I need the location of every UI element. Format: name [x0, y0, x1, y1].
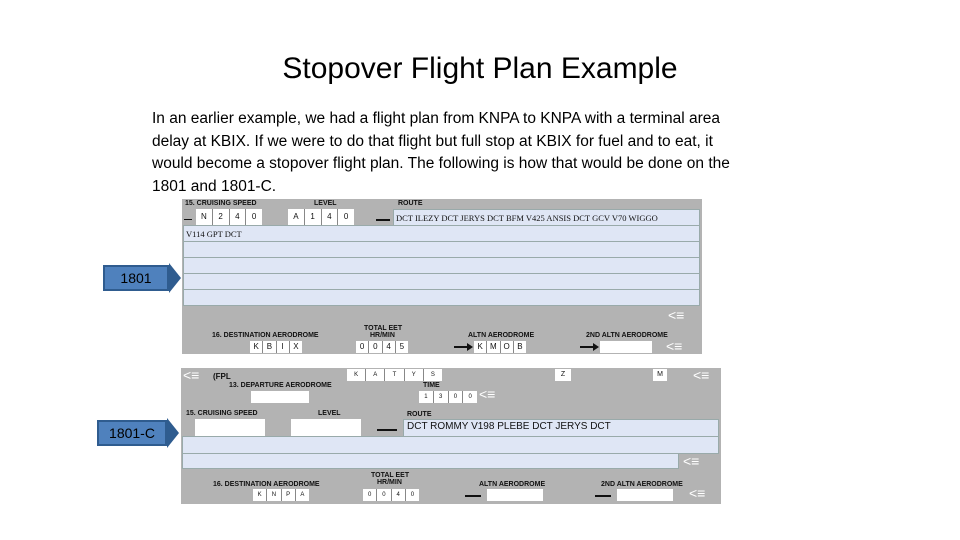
- eet-cell: 4: [392, 489, 406, 501]
- total-eet-field[interactable]: [356, 341, 408, 353]
- level-cell: 4: [322, 209, 339, 225]
- form-1801: [182, 199, 702, 354]
- chevron-icon: <≡: [666, 338, 683, 354]
- speed-cell: N: [196, 209, 213, 225]
- speed-cell: 0: [251, 212, 257, 221]
- altn-aerodrome-field[interactable]: [487, 489, 543, 501]
- level-cell: A: [288, 209, 305, 225]
- field15-label: 15. CRUISING SPEED: [185, 200, 257, 207]
- field13-label: 13. DEPARTURE AERODROME: [229, 382, 332, 389]
- dest-cell: N: [267, 489, 281, 501]
- dest-cell: I: [277, 341, 290, 353]
- speed-cell: 4: [230, 209, 247, 225]
- eet-cell: 0: [356, 341, 369, 353]
- route-row-2[interactable]: [182, 436, 719, 454]
- route-row-5[interactable]: [183, 273, 700, 290]
- dest-cell: X: [293, 342, 299, 351]
- level-label: LEVEL: [314, 200, 337, 207]
- dest-cell: P: [282, 489, 296, 501]
- route-row-4[interactable]: [183, 257, 700, 274]
- route-label: ROUTE: [407, 411, 432, 418]
- dest-cell: K: [253, 489, 267, 501]
- altn2-aerodrome-field[interactable]: [617, 489, 673, 501]
- arrow-right-icon: [169, 263, 181, 293]
- time-field[interactable]: [419, 391, 477, 403]
- chevron-icon: <≡: [668, 307, 685, 323]
- id-cell: Y: [405, 369, 424, 381]
- time-label: TIME: [423, 382, 440, 389]
- intro-paragraph: In an earlier example, we had a flight plan from KNPA to KNPA with a terminal area delay at KBIX. If we were to do that flight but full stop at KBIX for fuel and to eat, it would become a stopover flight plan. The following is how that would be done on the 1801 and 1801-C.: [152, 110, 730, 195]
- aircraft-id-field[interactable]: [347, 369, 442, 381]
- route-label: ROUTE: [398, 200, 423, 207]
- dest-cell: K: [250, 341, 263, 353]
- total-eet-label: TOTAL EET: [371, 472, 410, 479]
- callout-1801c: [97, 420, 179, 446]
- altn2-dash: [595, 495, 611, 497]
- altn-label: ALTN AERODROME: [479, 481, 546, 488]
- eet-cell: 4: [383, 341, 396, 353]
- route-row-3[interactable]: [182, 453, 679, 469]
- id-cell: K: [347, 369, 366, 381]
- level-cell: 1: [305, 209, 322, 225]
- id-cell: S: [430, 372, 435, 378]
- chevron-icon: <≡: [683, 453, 700, 469]
- chevron-icon: <≡: [183, 367, 200, 383]
- altn-arrow-icon: [454, 346, 468, 348]
- id-cell: T: [385, 369, 404, 381]
- route-row-2[interactable]: [183, 225, 700, 242]
- departure-aerodrome-field[interactable]: [251, 391, 309, 403]
- fpl-label: (FPL: [213, 372, 231, 381]
- chevron-icon: <≡: [479, 386, 496, 402]
- slide-title: Stopover Flight Plan Example: [282, 52, 678, 85]
- destination-field[interactable]: [250, 341, 302, 353]
- callout-label: 1801-C: [97, 420, 167, 446]
- level-field[interactable]: [288, 209, 354, 225]
- arrow-right-icon: [167, 418, 179, 448]
- total-eet-label: TOTAL EET: [364, 325, 403, 332]
- time-cell: 3: [434, 391, 449, 403]
- altn-cell: B: [517, 342, 523, 351]
- time-cell: 0: [449, 391, 464, 403]
- route-dash: [376, 219, 390, 221]
- form-1801c: [181, 368, 721, 504]
- eet-cell: 0: [369, 341, 382, 353]
- callout-1801: [103, 265, 181, 291]
- route-row-6[interactable]: [183, 289, 700, 306]
- field16-label: 16. DESTINATION AERODROME: [213, 481, 320, 488]
- altn-cell: M: [487, 341, 500, 353]
- flight-rules-field[interactable]: Z: [555, 369, 571, 381]
- dest-cell: B: [263, 341, 276, 353]
- field15-label: 15. CRUISING SPEED: [186, 410, 258, 417]
- altn-cell: K: [474, 341, 487, 353]
- chevron-icon: <≡: [693, 367, 710, 383]
- destination-field[interactable]: [253, 489, 309, 501]
- time-cell: 1: [419, 391, 434, 403]
- route-row-3[interactable]: [183, 241, 700, 258]
- time-cell: 0: [468, 394, 472, 400]
- level-label: LEVEL: [318, 410, 341, 417]
- eet-cell: 5: [399, 342, 405, 351]
- route-line-2: V114 GPT DCT: [186, 229, 242, 239]
- altn-cell: O: [501, 341, 514, 353]
- altn2-aerodrome-field[interactable]: [600, 341, 652, 353]
- level-field[interactable]: [291, 419, 361, 436]
- altn-label: ALTN AERODROME: [468, 332, 535, 339]
- level-cell: 0: [343, 212, 349, 221]
- dash-mark: [184, 219, 192, 220]
- eet-cell: 0: [377, 489, 391, 501]
- cruising-speed-field[interactable]: [196, 209, 262, 225]
- chevron-icon: <≡: [689, 485, 706, 501]
- id-cell: A: [366, 369, 385, 381]
- field16-label: 16. DESTINATION AERODROME: [212, 332, 319, 339]
- eet-cell: 0: [410, 492, 415, 498]
- dest-cell: A: [300, 492, 305, 498]
- altn2-label: 2ND ALTN AERODROME: [601, 481, 683, 488]
- speed-cell: 2: [213, 209, 230, 225]
- altn-aerodrome-field[interactable]: [474, 341, 526, 353]
- eet-cell: 0: [363, 489, 377, 501]
- altn2-arrow-icon: [580, 346, 594, 348]
- hrmin-label: HR/MIN: [377, 479, 402, 486]
- route-dash: [377, 429, 397, 431]
- total-eet-field[interactable]: [363, 489, 419, 501]
- altn2-label: 2ND ALTN AERODROME: [586, 332, 668, 339]
- cruising-speed-field[interactable]: [195, 419, 265, 436]
- route-line-1: DCT ROMMY V198 PLEBE DCT JERYS DCT: [407, 421, 611, 432]
- altn-dash: [465, 495, 481, 497]
- wake-category-field[interactable]: M: [653, 369, 667, 381]
- callout-label: 1801: [103, 265, 169, 291]
- hrmin-label: HR/MIN: [370, 332, 395, 339]
- route-line-1: DCT ILEZY DCT JERYS DCT BFM V425 ANSIS DCT GCV V70 WIGGO: [396, 213, 658, 223]
